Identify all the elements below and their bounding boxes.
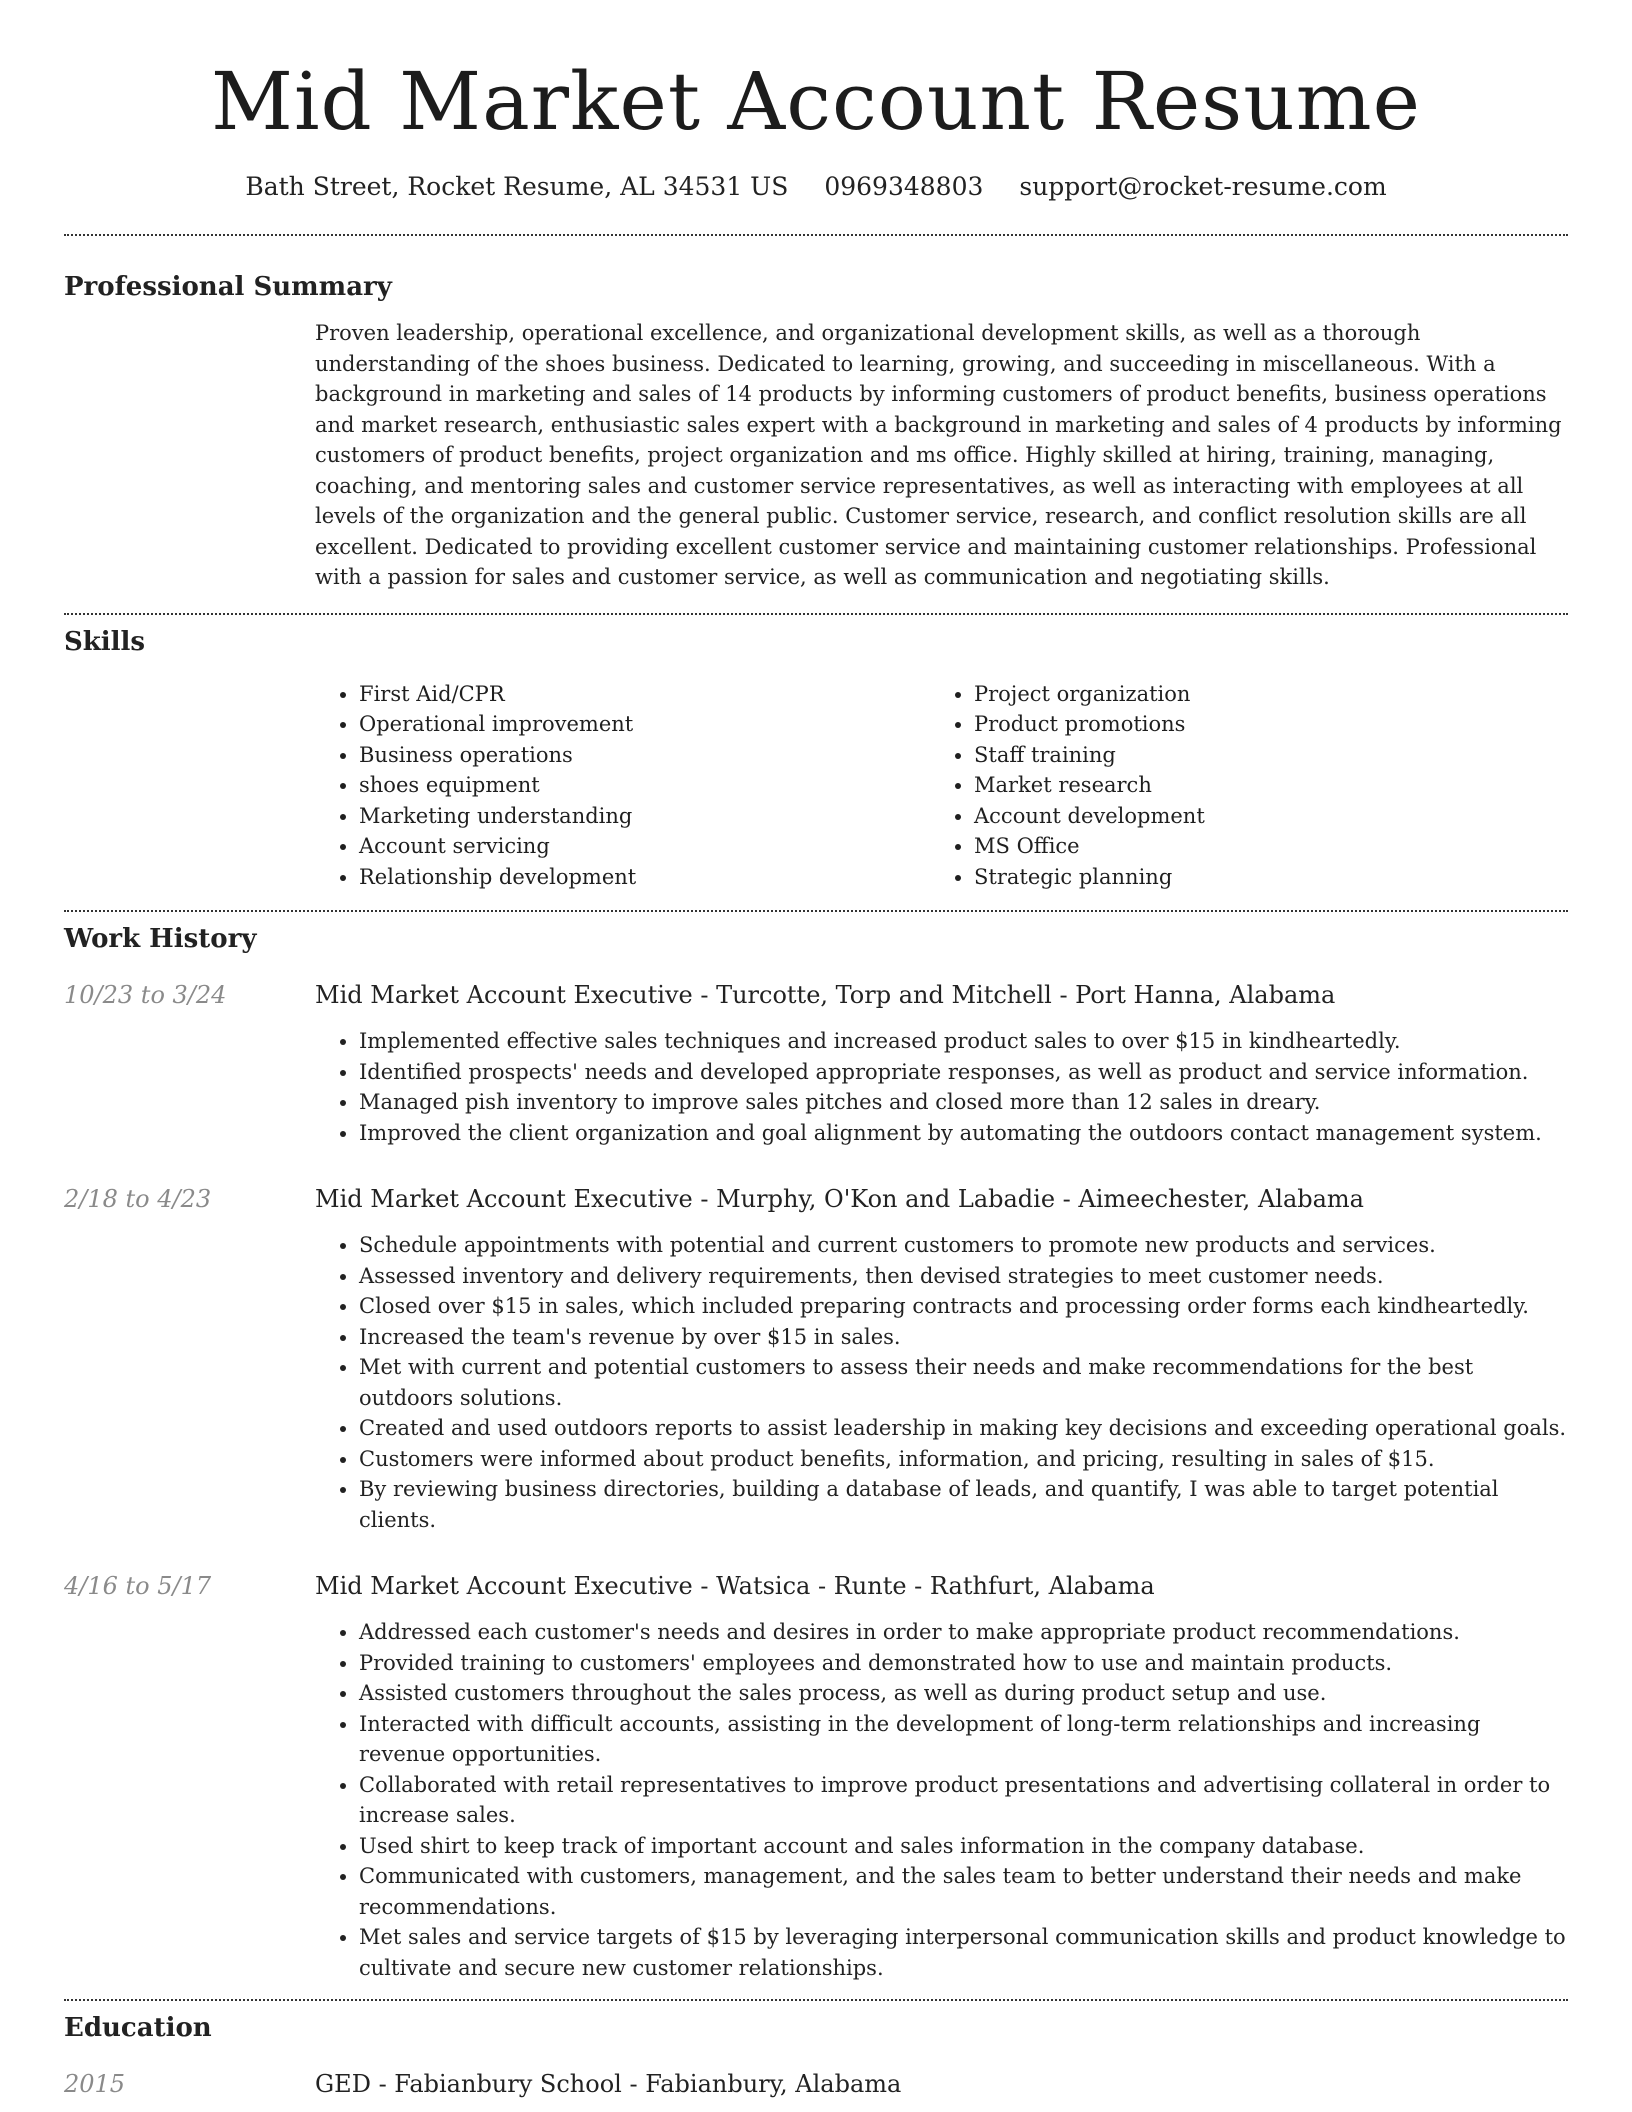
education-header [64, 2067, 1568, 2101]
job-entry [64, 978, 1568, 1148]
skill-item: • MS Office [974, 831, 1545, 862]
job-bullet: • Customers were informed about product benefits, information, and pricing, resulting in sales of $15. [359, 1444, 1568, 1475]
job-header [64, 1182, 1568, 1216]
job-date: 4/16 to 5/17 [64, 1572, 212, 1600]
summary-text: Proven leadership, operational excellence, and organizational development skills, as well as a thorough understanding of the shoes business. Dedicated to learning, growing, and succeeding in miscellaneous. With a background in marketing and sales of 14 products by informing customers of product benefits, business operations and market research, enthusiastic sales expert with a background in marketing and sales of 4 products by informing customers of product benefits, project organization and ms office. Highly skilled at hiring, training, managing, coaching, and mentoring sales and customer service representatives, as well as interacting with employees at all levels of the organization and the general public. Customer service, research, and conflict resolution skills are all excellent. Dedicated to providing excellent customer service and maintaining customer relationships. Professional with a passion for sales and customer service, as well as communication and negotiating skills. [315, 321, 1562, 589]
job-bullet: • Improved the client organization and goal alignment by automating the outdoors contact management system. [359, 1118, 1568, 1149]
job-bullet: • Provided training to customers' employees and demonstrated how to use and maintain products. [359, 1648, 1568, 1679]
job-header [64, 1569, 1568, 1603]
skill-item: • Operational improvement [359, 709, 930, 740]
job-bullet: • Addressed each customer's needs and desires in order to make appropriate product recommendations. [359, 1617, 1568, 1648]
education-entry [64, 2067, 1568, 2101]
job-date: 2/18 to 4/23 [64, 1185, 212, 1213]
skill-item: • Account development [974, 801, 1545, 832]
skill-item: • Product promotions [974, 709, 1545, 740]
job-bullet: • Met sales and service targets of $15 by leveraging interpersonal communication skills and product knowledge to cultivate and secure new customer relationships. [359, 1922, 1568, 1983]
job-bullet: • Met with current and potential customers to assess their needs and make recommendations for the best outdoors solutions. [359, 1352, 1568, 1413]
job-bullet: • Closed over $15 in sales, which included preparing contracts and processing order forms each kindheartedly. [359, 1291, 1568, 1322]
resume-title: Mid Market Account Resume [211, 55, 1421, 148]
education-heading: Education [64, 2013, 212, 2043]
summary-heading: Professional Summary [64, 272, 392, 302]
job-date: 10/23 to 3/24 [64, 981, 227, 1009]
skill-item: • Account servicing [359, 831, 930, 862]
job-header [64, 978, 1568, 1012]
skill-item: • Staff training [974, 740, 1545, 771]
contact-address: Bath Street, Rocket Resume, AL 34531 US [245, 172, 789, 201]
job-bullets [315, 1230, 1568, 1535]
job-bullet: • Created and used outdoors reports to assist leadership in making key decisions and exceeding operational goals. [359, 1413, 1568, 1444]
job-bullets [315, 1617, 1568, 1983]
work-section [64, 912, 1568, 1983]
education-date: 2015 [64, 2070, 126, 2098]
education-section [64, 2001, 1568, 2101]
education-title: GED - Fabianbury School - Fabianbury, Alabama [315, 2070, 902, 2098]
contact-line [64, 170, 1568, 204]
job-title: Mid Market Account Executive - Watsica - Runte - Rathfurt, Alabama [315, 1572, 1155, 1600]
skill-item: • Business operations [359, 740, 930, 771]
job-bullet: • By reviewing business directories, building a database of leads, and quantify, I was able to target potential clients. [359, 1474, 1568, 1535]
summary-body [315, 318, 1568, 593]
skills-section [64, 615, 1568, 893]
job-bullet: • Implemented effective sales techniques and increased product sales to over $15 in kindheartedly. [359, 1026, 1568, 1057]
job-title: Mid Market Account Executive - Turcotte, Torp and Mitchell - Port Hanna, Alabama [315, 981, 1336, 1009]
skills-columns [315, 679, 1568, 893]
job-bullet: • Identified prospects' needs and developed appropriate responses, as well as product and service information. [359, 1057, 1568, 1088]
job-bullet: • Used shirt to keep track of important account and sales information in the company database. [359, 1831, 1568, 1862]
skill-item: • First Aid/CPR [359, 679, 930, 710]
job-bullet: • Interacted with difficult accounts, assisting in the development of long-term relationships and increasing revenue opportunities. [359, 1709, 1568, 1770]
contact-phone: 0969348803 [824, 172, 984, 201]
job-bullet: • Collaborated with retail representatives to improve product presentations and advertising collateral in order to increase sales. [359, 1770, 1568, 1831]
job-entry [64, 1569, 1568, 1983]
skill-item: • Marketing understanding [359, 801, 930, 832]
skill-item: • Strategic planning [974, 862, 1545, 893]
job-bullet: • Increased the team's revenue by over $15 in sales. [359, 1322, 1568, 1353]
job-bullet: • Assisted customers throughout the sales process, as well as during product setup and use. [359, 1678, 1568, 1709]
job-bullet: • Managed pish inventory to improve sales pitches and closed more than 12 sales in dreary. [359, 1087, 1568, 1118]
job-bullets [315, 1026, 1568, 1148]
skill-item: • Project organization [974, 679, 1545, 710]
skills-heading: Skills [64, 626, 146, 657]
job-bullet: • Communicated with customers, management, and the sales team to better understand their needs and make recommendations. [359, 1861, 1568, 1922]
job-entry [64, 1182, 1568, 1535]
job-title: Mid Market Account Executive - Murphy, O'Kon and Labadie - Aimeechester, Alabama [315, 1185, 1364, 1213]
skill-item: • Market research [974, 770, 1545, 801]
contact-email: support@rocket-resume.com [1019, 172, 1387, 201]
work-heading: Work History [64, 924, 257, 954]
resume-page [64, 0, 1568, 2101]
skill-item: • Relationship development [359, 862, 930, 893]
job-bullet: • Schedule appointments with potential and current customers to promote new products and services. [359, 1230, 1568, 1261]
summary-section [64, 236, 1568, 593]
job-bullet: • Assessed inventory and delivery requirements, then devised strategies to meet customer needs. [359, 1261, 1568, 1292]
skills-left-list [315, 679, 930, 893]
skills-right-list [930, 679, 1545, 893]
skill-item: • shoes equipment [359, 770, 930, 801]
